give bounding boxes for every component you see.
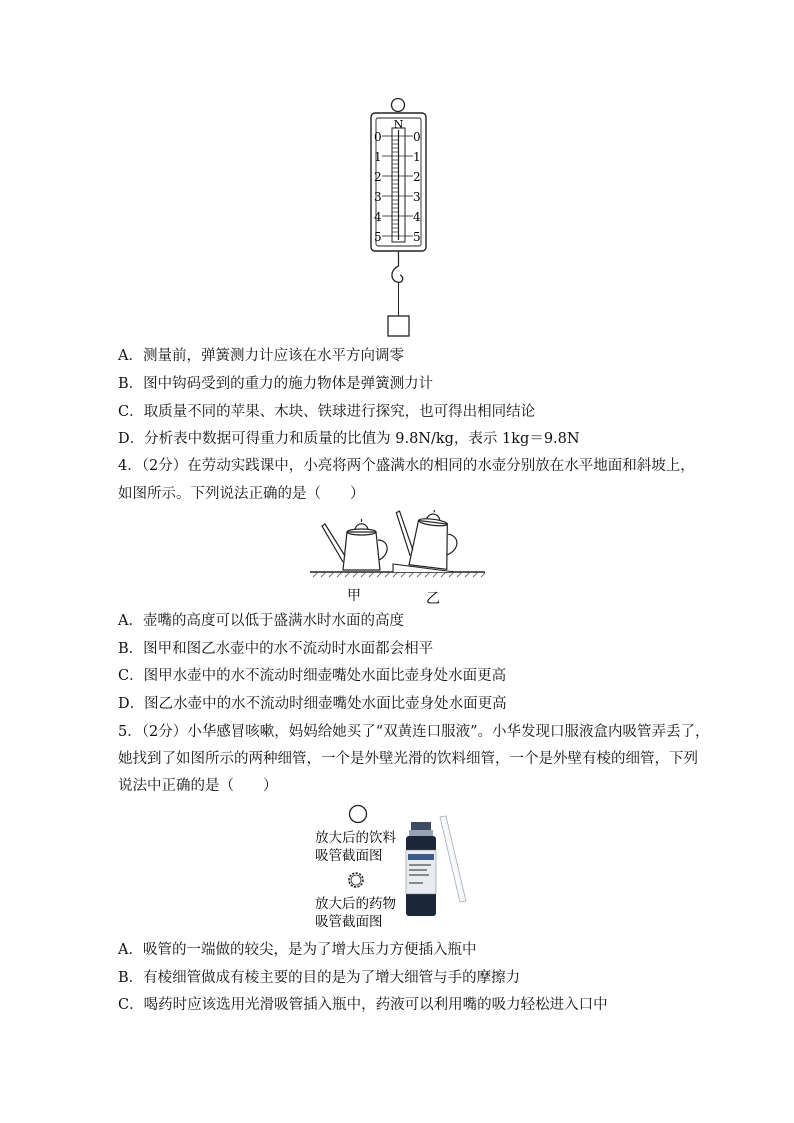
q3-option-b: B．图中钩码受到的重力的施力物体是弹簧测力计: [118, 376, 434, 392]
right-scale-0: 0: [413, 130, 421, 144]
unit-label: N: [393, 118, 404, 131]
fig-label2-b: 吸管截面图: [315, 914, 383, 930]
q4-stem-line1: 4．（2分）在劳动实践课中，小亮将两个盛满水的相同的水壶分别放在水平地面和斜坡上，: [118, 458, 695, 474]
q5-stem-line1: 5．（2分）小华感冒咳嗽，妈妈给她买了“双黄连口服液”。小华发现口服液盒内吸管弄丢了，: [118, 724, 710, 740]
medicine-bottle-icon: [406, 822, 436, 916]
spring-scale-figure: [360, 94, 440, 339]
left-scale-0: 0: [374, 130, 382, 144]
q4-stem-line2: 如图所示。下列说法正确的是（ ）: [118, 486, 365, 502]
label-jia: 甲: [347, 588, 361, 604]
left-scale-5: 5: [374, 230, 382, 244]
q4-option-b: B．图甲和图乙水壶中的水不流动时水面都会相平: [118, 641, 434, 657]
left-scale-2: 2: [374, 170, 382, 184]
q4-option-a: A．壶嘴的高度可以低于盛满水时水面的高度: [118, 613, 404, 629]
left-scale: [374, 130, 382, 244]
q5-option-b: B．有棱细管做成有棱主要的目的是为了增大细管与手的摩擦力: [118, 970, 521, 986]
q5-option-c: C．喝药时应该选用光滑吸管插入瓶中，药液可以利用嘴的吸力轻松进入口中: [118, 997, 608, 1013]
right-scale-5: 5: [413, 230, 421, 244]
fig-label2-a: 放大后的药物: [315, 896, 396, 912]
q3-option-a: A．测量前，弹簧测力计应该在水平方向调零: [118, 348, 404, 364]
straw-icon: [440, 816, 466, 902]
q4-option-c: C．图甲水壶中的水不流动时细壶嘴处水面比壶身处水面更高: [118, 668, 507, 684]
left-scale-1: 1: [374, 150, 382, 164]
kettles-figure: [305, 510, 490, 607]
left-scale-3: 3: [374, 190, 382, 204]
ribbed-straw-section-icon: [349, 873, 363, 887]
q3-option-c: C．取质量不同的苹果、木块、铁球进行探究，也可得出相同结论: [118, 404, 536, 420]
hook-weight: [388, 316, 409, 336]
left-scale-4: 4: [374, 210, 382, 224]
right-scale-1: 1: [413, 150, 421, 164]
smooth-straw-section-icon: [350, 806, 367, 823]
kettle-yi: [390, 510, 461, 570]
straws-figure: [310, 802, 485, 934]
q5-stem-line2: 她找到了如图所示的两种细管，一个是外壁光滑的饮料细管，一个是外壁有棱的细管，下列: [118, 751, 698, 767]
fig-label1-a: 放大后的饮料: [315, 830, 396, 846]
right-scale-3: 3: [413, 190, 421, 204]
right-scale-2: 2: [413, 170, 421, 184]
fig-label1-b: 吸管截面图: [315, 848, 383, 864]
right-scale: [413, 130, 421, 244]
label-yi: 乙: [426, 591, 440, 607]
q4-option-d: D．图乙水壶中的水不流动时细壶嘴处水面比壶身处水面更高: [118, 696, 507, 712]
q5-option-a: A．吸管的一端做的较尖，是为了增大压力方便插入瓶中: [118, 942, 477, 958]
right-scale-4: 4: [413, 210, 421, 224]
q5-stem-line3: 说法中正确的是（ ）: [118, 778, 278, 794]
kettle-jia: [322, 519, 387, 570]
q3-option-d: D．分析表中数据可得重力和质量的比值为 9.8N/kg，表示 1kg＝9.8N: [118, 431, 580, 447]
